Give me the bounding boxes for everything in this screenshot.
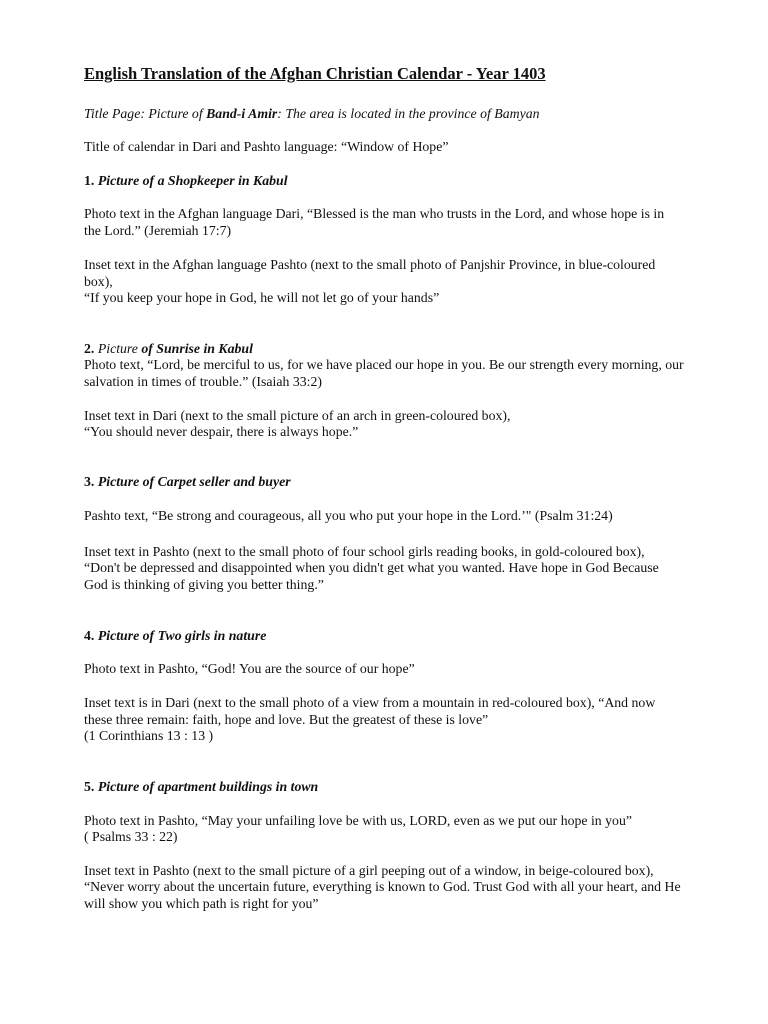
- section-5-photo-text: Photo text in Pashto, “May your unfailing love be with us, LORD, even as we put our hope in you”: [84, 813, 632, 828]
- section-number: 5.: [84, 779, 95, 794]
- section-5-inset-quote: “Never worry about the uncertain future, everything is known to God. Trust God with all your heart, and He will show you which path is right for you”: [84, 879, 681, 911]
- section-number: 3.: [84, 474, 95, 489]
- section-1-inset-text: Inset text in the Afghan language Pashto (next to the small photo of Panjshir Province, in blue-coloured box),: [84, 257, 656, 289]
- section-2-photo-text: Photo text, “Lord, be merciful to us, for we have placed our hope in you. Be our strength every morning, our salvation in times of trouble.” (Isaiah 33:2): [84, 357, 684, 389]
- section-number: 1.: [84, 173, 95, 188]
- section-title: Picture of Two girls in nature: [97, 628, 267, 643]
- section-title: Picture of Carpet seller and buyer: [97, 474, 291, 489]
- section-4-photo-text: Photo text in Pashto, “God! You are the source of our hope”: [84, 661, 415, 676]
- title-page-place: Band-i Amir: [206, 106, 278, 121]
- title-page-prefix: Title Page: Picture of: [84, 106, 207, 121]
- title-page-suffix: : The area is located in the province of Bamyan: [277, 106, 540, 121]
- calendar-title-line: Title of calendar in Dari and Pashto language: “Window of Hope”: [84, 139, 449, 154]
- section-5-inset-text: Inset text in Pashto (next to the small picture of a girl peeping out of a window, in beige-coloured box),: [84, 863, 654, 878]
- section-1-heading: [84, 173, 684, 190]
- section-5-heading: [84, 779, 684, 796]
- section-2-heading: [84, 341, 684, 358]
- section-4-inset-quote: (1 Corinthians 13 : 13 ): [84, 728, 214, 743]
- section-3-heading: [84, 474, 684, 491]
- section-3-inset-quote: “Don't be depressed and disappointed when you didn't get what you wanted. Have hope in God Because God is thinking of giving you better thing.”: [84, 560, 659, 592]
- document-title: English Translation of the Afghan Christian Calendar - Year 1403: [84, 64, 546, 83]
- section-title-plain: Picture: [97, 341, 142, 356]
- section-1-inset-quote: “If you keep your hope in God, he will not let go of your hands”: [84, 290, 440, 305]
- title-page-line: [84, 106, 684, 123]
- section-title: Picture of apartment buildings in town: [97, 779, 319, 794]
- section-3-photo-text: Pashto text, “Be strong and courageous, all you who put your hope in the Lord.’" (Psalm 31:24): [84, 508, 613, 523]
- section-3-inset-text: Inset text in Pashto (next to the small photo of four school girls reading books, in gold-coloured box),: [84, 544, 645, 559]
- section-title: Picture of a Shopkeeper in Kabul: [97, 173, 288, 188]
- section-title: of Sunrise in Kabul: [141, 341, 253, 356]
- section-2-inset-text: Inset text in Dari (next to the small picture of an arch in green-coloured box),: [84, 408, 511, 423]
- section-number: 4.: [84, 628, 95, 643]
- section-1-photo-text: Photo text in the Afghan language Dari, “Blessed is the man who trusts in the Lord, and whose hope is in the Lord.” (Jeremiah 17:7): [84, 206, 665, 238]
- section-number: 2.: [84, 341, 95, 356]
- section-4-inset-text: Inset text is in Dari (next to the small photo of a view from a mountain in red-coloured box), “And now these three remain: faith, hope and love. But the greatest of these is love”: [84, 695, 656, 727]
- section-2-inset-quote: “You should never despair, there is always hope.”: [84, 424, 359, 439]
- section-5-photo-ref: ( Psalms 33 : 22): [84, 829, 178, 844]
- section-4-heading: [84, 628, 684, 645]
